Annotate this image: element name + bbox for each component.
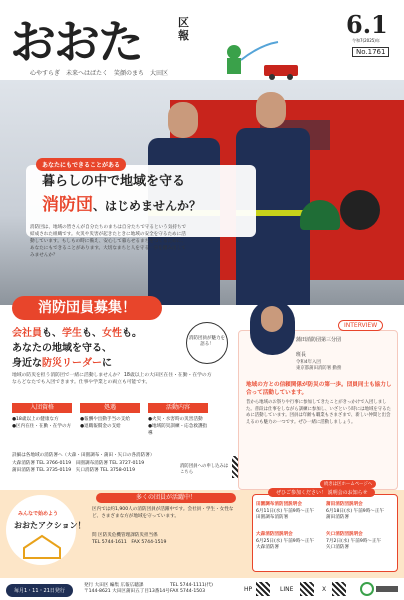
subtitle-part: も、 bbox=[82, 328, 102, 339]
action-kicker: みんなで始めよう bbox=[18, 511, 59, 517]
welcome-head: 多くの団員が活躍中！ bbox=[96, 493, 236, 503]
briefing-detail: 6月18日(水) 午前9時〜正午 蒲田消防署 bbox=[326, 508, 385, 520]
publication-frequency: 毎月1・11・21日発行 bbox=[6, 584, 73, 597]
hero-headline-keyword: 消防団 bbox=[42, 195, 93, 215]
briefing-head: ぜひご参加ください！ 説明会のお知らせ bbox=[268, 488, 375, 497]
recruit-subtitle-line2: あなたの地域を守る、 bbox=[12, 343, 112, 354]
truck-wheel bbox=[340, 190, 380, 230]
house-icon bbox=[20, 534, 64, 560]
subtitle-part: も。 bbox=[122, 328, 142, 339]
interview-tag: INTERVIEW bbox=[338, 320, 383, 331]
x-label: X bbox=[322, 586, 327, 593]
issue-date-large: 6.1 bbox=[346, 10, 388, 39]
firefighter-head bbox=[168, 102, 198, 138]
hero-kicker: あなたにもできることがある bbox=[36, 158, 126, 171]
interviewee-info: 令和4年入団 東京都蒲田消防署 勤務 bbox=[296, 360, 342, 371]
interview-body: 昔から地域のお祭りや行事に参加してきたことがきっかけで入団しました。普段は仕事をしながら訓練に参加し、いざという時には地域を守るために活動しています。団員は年齢も職業もさまざまで、新しい仲間と出会えるのも魅力の一つです。ぜひ一緒に活動しましょう。 bbox=[246, 400, 391, 425]
eligibility-head: 入団資格 bbox=[12, 403, 72, 413]
tagline: 心やすらぎ 未来へはばたく 笑顔のまち 大田区 bbox=[30, 70, 169, 77]
interviewee-role: 班長 bbox=[296, 352, 307, 358]
briefing-name: 蒲田消防団説明会 bbox=[326, 502, 363, 507]
action-title: おおたアクション！ bbox=[14, 521, 86, 530]
briefing-detail: 7月2日(水) 午前9時〜正午 矢口消防署 bbox=[326, 538, 382, 550]
subtitle-part: 学生 bbox=[62, 328, 82, 339]
treatment-head: 処遇 bbox=[80, 403, 140, 413]
publication-kuho: 区報 bbox=[178, 16, 189, 42]
hero-headline-tail: 、はじめませんか？ bbox=[93, 199, 202, 213]
publisher-phone: TEL 5744-1111(代) FAX 5744-1503 bbox=[170, 583, 213, 594]
subtitle-part: も、 bbox=[42, 328, 62, 339]
line-label: LINE bbox=[280, 586, 294, 593]
briefing-item bbox=[326, 502, 396, 522]
hero-headline: 暮らしの中で地域を守る bbox=[42, 174, 186, 189]
publisher-info: 発行 大田区 編集 広報広聴課 〒144-8621 大田区蒲田五丁目13番14号 bbox=[84, 583, 170, 594]
briefing-name: 大森消防団説明会 bbox=[256, 532, 293, 537]
treatment-body: ●報酬や出動手当の支給 ●退職報償金の支給 bbox=[80, 417, 130, 429]
issue-number: No.1761 bbox=[352, 47, 389, 57]
briefing-detail: 6月25日(水) 午前9時〜正午 大森消防署 bbox=[256, 538, 315, 550]
subtitle-part: 防災リーダー bbox=[42, 358, 102, 369]
fire-truck-illustration bbox=[262, 62, 302, 80]
recruit-title: 消防団員募集！ bbox=[12, 296, 162, 320]
subtitle-part: 女性 bbox=[102, 328, 122, 339]
activity-body: ●火災・水害時の災害活動 ●地域防災訓練・応急救護指導 bbox=[148, 417, 208, 436]
recruit-subtitle-line1 bbox=[12, 326, 162, 341]
briefing-name: 田園調布消防団説明会 bbox=[256, 502, 302, 507]
eligibility-body: ●18歳以上の健康な方 ●区内在住・在勤・在学の方 bbox=[12, 417, 72, 429]
subtitle-part: に bbox=[102, 358, 112, 369]
briefing-item bbox=[256, 532, 326, 552]
contact-note: 詳細は各地域の消防署へ（大森・田園調布・蒲田・矢口の各消防署） bbox=[12, 453, 155, 458]
line-qr-code[interactable] bbox=[300, 582, 314, 596]
issue-year: 令和7(2025)年 bbox=[352, 38, 380, 43]
briefing-detail: 6月11日(水) 午前9時〜正午 田園調布消防署 bbox=[256, 508, 315, 520]
hp-qr-code[interactable] bbox=[256, 582, 270, 596]
subtitle-part: 会社員 bbox=[12, 328, 42, 339]
briefing-name: 矢口消防団説明会 bbox=[326, 532, 363, 537]
welcome-body: 区内では約1,900人の消防団員が活躍中です。会社員・学生・女性など、さまざまな方が地域を守っています。 bbox=[92, 507, 234, 519]
interviewee-team: 蒲田消防団第三分団 bbox=[296, 337, 342, 343]
briefing-item bbox=[256, 502, 326, 522]
subtitle-part: 身近な bbox=[12, 358, 42, 369]
briefing-item bbox=[326, 532, 396, 552]
recruit-subtitle bbox=[12, 326, 162, 371]
x-qr-code[interactable] bbox=[332, 582, 346, 596]
sdgs-logo-icon bbox=[360, 582, 400, 596]
firefighter-head bbox=[256, 92, 286, 128]
recruit-body: 地域の防災を担う消防団で一緒に活動しませんか？ 18歳以上の大田区在住・在勤・在学の方ならどなたでも入団できます。仕事や学業との両立も可能です。 bbox=[12, 373, 212, 385]
interviewee-photo bbox=[250, 300, 295, 355]
speech-bubble: 消防団員が魅力を語る！ bbox=[186, 322, 228, 364]
publication-title: おおた bbox=[10, 15, 142, 69]
hp-label: HP bbox=[244, 586, 253, 593]
interview-more-link[interactable]: 続きは区ホームページへ bbox=[320, 480, 376, 488]
contact-phones: 大森消防署 TEL 3766-0119 田園調布消防署 TEL 3727-0119 蒲田消防署 TEL 3735-0119 矢口消防署 TEL 3758-0119 bbox=[12, 461, 145, 473]
hero-headline-main bbox=[42, 190, 201, 215]
interview-lead: 地域の方との信頼関係が防災の第一歩。団員同士も協力し合って活動しています。 bbox=[246, 382, 392, 396]
recruit-subtitle-line3 bbox=[12, 356, 162, 371]
activity-head: 活動内容 bbox=[148, 403, 208, 413]
hero-intro: 消防団は、地域の皆さんが自分たちのまちは自分たちで守るという気持ちで結成された組織です。火災や災害が起きたときに地域の安全を守るために活動しています。もしもの時に備え、安心して暮らせるまちをつくるために、あなたにもできることがあります。大切なまちと人を守る一歩を踏み出してみませんか？ bbox=[30, 225, 187, 258]
welcome-contact: 問 区防災危機管理課防災担当係 TEL 5744-1611 FAX 5744-1519 bbox=[92, 533, 167, 545]
qr-label: 消防団員への申し込みはこちら bbox=[180, 464, 229, 475]
